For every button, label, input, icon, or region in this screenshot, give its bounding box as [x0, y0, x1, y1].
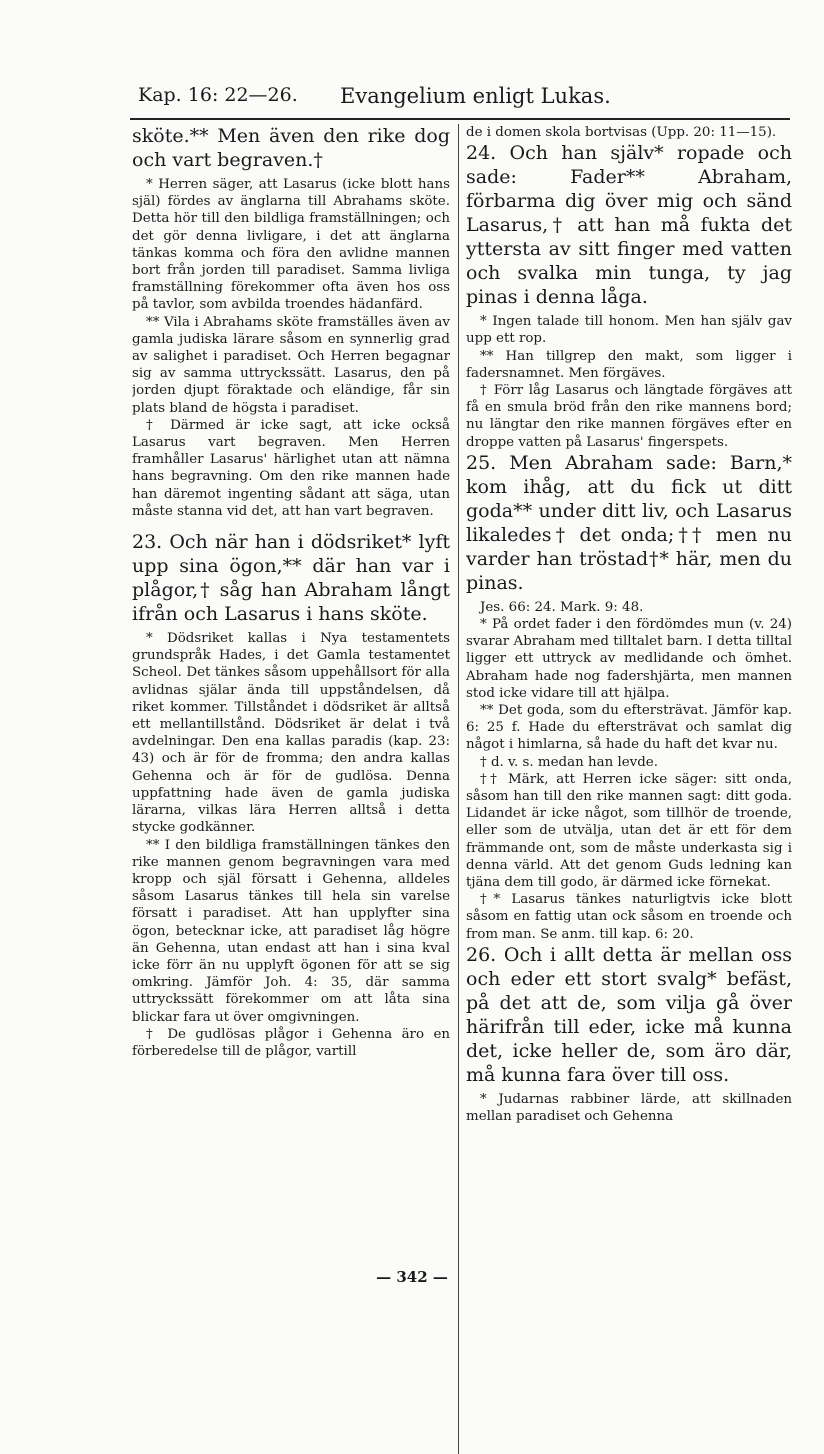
verse-paragraph: 23. Och när han i dödsriket* lyft upp sina ögon,** där han var i plågor,† såg han Abraham långt ifrån och Lasarus i hans sköte. — [132, 531, 450, 626]
footnote-paragraph: * Judarnas rabbiner lärde, att skillnaden mellan paradiset och Gehenna — [466, 1091, 792, 1125]
footnote-paragraph: * På ordet fader i den fördömdes mun (v. 24) svarar Abraham med tilltalet barn. I detta tilltal ligger ett uttryck av medlidande och ömhet. Abraham hade nog fadershjärta, men mannen stod icke vidare till att hjälpa. — [466, 617, 792, 701]
footnote-paragraph: † Därmed är icke sagt, att icke också Lasarus vart begraven. Men Herren framhåller Lasarus' härlighet utan att nämna hans begravning. Om den rike mannen hade han däremot ingenting sådant att säga, utan måste stanna vid det, att han vart begraven. — [132, 417, 450, 519]
cross-reference: Jes. 66: 24. Mark. 9: 48. — [480, 599, 644, 615]
footnote-paragraph: * Dödsriket kallas i Nya testamentets grundspråk Hades, i det Gamla testamentet Scheol. Det tänkes såsom uppehållsort för alla avlidnas själar ända till uppståndelsen, då riket kommer. Tillståndet i dödsriket är alltså ett mellantillstånd. Dödsriket är delat i två avdelningar. Den ena kallas paradis (kap. 23: 43) och är för de fromma; den andra kallas Gehenna och är för de gudlösa. Denna uppfattning hade även de gamla judiska lärarna, vilkas lära Herren alltså i detta stycke godkänner. — [132, 631, 450, 836]
verse-paragraph: 26. Och i allt detta är mellan oss och eder ett stort svalg* befäst, på det att de, som vilja gå över härifrån till eder, icke må kunna det, icke heller de, som äro där, må kunna fara över till oss. — [466, 943, 792, 1086]
column-divider — [458, 124, 459, 1454]
page-number: — 342 — — [376, 1268, 448, 1286]
footnote-paragraph: †† Märk, att Herren icke säger: sitt onda, såsom han till den rike mannen sagt: ditt goda. Lidandet är icke något, som tillhör de troende, eller som de utvälja, utan det är ett för dem främmande ont, som de måste underkasta sig i denna värld. Att det genom Guds ledning kan tjäna dem till godo, är därmed icke förnekat. — [466, 771, 792, 891]
header-rule — [130, 118, 790, 120]
footnote-paragraph: ** I den bildliga framställningen tänkes den rike mannen genom begravningen vara med kropp och själ försatt i Gehenna, alldeles såsom Lasarus tänkes till hela sin varelse försatt i paradiset. Att han upplyfter sina ögon, betecknar icke, att paradiset låg högre än Gehenna, utan endast att han i sina kval icke förr än nu upplyft ögonen för att se sig omkring. Jämför Joh. 4: 35, där samma uttryckssätt förekommer om att låta sina blickar fara ut över omgivningen. — [132, 837, 450, 1025]
footnote-paragraph: † De gudlösas plågor i Gehenna äro en förberedelse till de plågor, vartill — [132, 1026, 450, 1059]
left-column — [132, 124, 450, 1254]
verse-paragraph: 25. Men Abraham sade: Barn,* kom ihåg, att du fick ut ditt goda** under ditt liv, och Lasarus likaledes† det onda;†† men nu varder han tröstad†* här, men du pinas. — [466, 451, 792, 594]
footnote-paragraph: †* Lasarus tänkes naturligtvis icke blott såsom en fattig utan ock såsom en troende och from man. Se anm. till kap. 6: 20. — [466, 892, 792, 942]
footnote-paragraph: * Ingen talade till honom. Men han själv gav upp ett rop. — [466, 314, 792, 347]
footnote-paragraph: ** Vila i Abrahams sköte framställes även av gamla judiska lärare såsom en synnerlig grad av salighet i paradiset. Och Herren begagnar sig av samma uttryckssätt. Lasarus, den på jorden djupt föraktade och eländige, får sin plats bland de högsta i paradiset. — [132, 314, 450, 416]
running-header — [138, 84, 788, 116]
right-column — [466, 124, 792, 1254]
chapter-reference: Kap. 16: 22—26. — [138, 84, 298, 106]
footnote-paragraph: ** Det goda, som du eftersträvat. Jämför kap. 6: 25 f. Hade du eftersträvat och samlat dig något i himlarna, så hade du haft det kvar nu. — [466, 703, 792, 753]
footnote-paragraph: * Herren säger, att Lasarus (icke blott hans själ) fördes av änglarna till Abrahams sköte. Detta hör till den bildliga framställningen; och det gör denna livligare, i det att änglarna tänkas komma och föra den avlidne mannen bort från jorden till paradiset. Samma livliga framställning förekommer ofta även hos oss på tavlor, som avbilda troendes hädanfärd. — [132, 177, 450, 313]
verse-paragraph: 24. Och han själv* ropade och sade: Fader** Abraham, förbarma dig över mig och sänd Lasarus,† att han må fukta det yttersta av sitt finger med vatten och svalka min tunga, ty jag pinas i denna låga. — [466, 142, 792, 309]
footnote-paragraph: de i domen skola bortvisas (Upp. 20: 11—15). — [466, 125, 777, 140]
verse-paragraph: sköte.** Men även den rike dog och vart begraven.† — [132, 125, 450, 171]
footnote-paragraph: † Förr låg Lasarus och längtade förgäves att få en smula bröd från den rike mannens bord; nu längtar den rike mannen förgäves efter en droppe vatten på Lasarus' fingerspets. — [466, 383, 792, 450]
footnote-paragraph: ** Han tillgrep den makt, som ligger i fadersnamnet. Men förgäves. — [466, 348, 792, 381]
footnote-paragraph: † d. v. s. medan han levde. — [480, 754, 658, 770]
running-title: Evangelium enligt Lukas. — [340, 84, 611, 108]
